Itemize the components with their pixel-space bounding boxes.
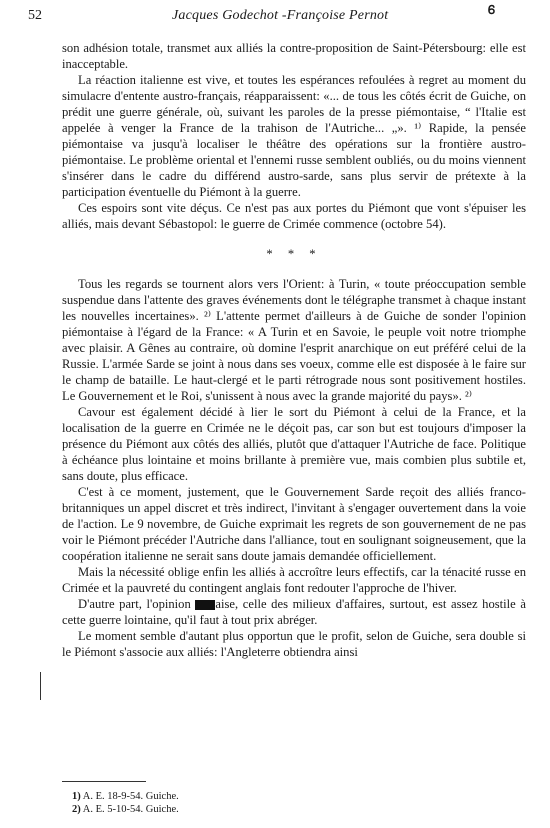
margin-line-mark <box>40 672 41 700</box>
running-head: Jacques Godechot -Françoise Pernot <box>172 8 389 23</box>
paragraph-6: C'est à ce moment, justement, que le Gouvernement Sarde reçoit des alliés franco-britanniques un appel discret et très indirect, l'invitant à s'engager ouvertement dans la voie de l'action. Le 9 novembre, de Guiche exprimait les regrets de son gouvernement de ne pas voir le Piémont précéder l'Autriche dans l'alliance, tout en soulignant soigneusement, que la coopération italienne ne serait sans doute jamais demandée officiellement. <box>62 485 526 563</box>
paragraph-7: Mais la nécessité oblige enfin les alliés à accroître leurs effectifs, car la ténacité russe en Crimée et la pauvreté du contingent anglais font redouter l'approche de l'hiver. <box>62 565 526 595</box>
page-number: 52 <box>28 8 42 23</box>
header-stamp-mark: Ꮾ <box>488 3 495 17</box>
footnote-rule <box>62 781 146 782</box>
footnote-2-text: A. E. 5-10-54. Guiche. <box>82 804 179 815</box>
footnote-2 <box>72 803 522 816</box>
paragraph-2: La réaction italienne est vive, et toutes les espérances refoulées à regret au moment du simulacre d'entente austro-français, réapparaissent: «... de tous les côtés écrit de Guiche, on prédit une guerre générale, où, suivant les paroles de la presse piémontaise, “ l'Italie est appelée à venger la France de la trahison de l'Autriche... „». ¹⁾ Rapide, la pensée piémontaise va jusqu'à localiser le théâtre des opérations sur la frontière austro-piémontaise. Le problème oriental et l'ennemi russe semblent oubliés, ou du moins viennent s'insérer dans le cadre du différend austro-sarde, sans plus servir de prétexte à la participation éventuelle du Piémont à la guerre. <box>62 73 526 199</box>
paragraph-5: Cavour est également décidé à lier le sort du Piémont à celui de la France, et la localisation de la guerre en Crimée ne le déçoit pas, car son but est toujours d'imposer la présence du Piémont aux côtés des alliés, plutôt que d'attaquer l'Autriche de face. Politique à échéance plus lointaine et moins brillante à première vue, mais combien plus subtile et, sans doute, plus efficace. <box>62 405 526 483</box>
footnote-1-mark: 1) <box>72 791 81 802</box>
paragraph-4: Tous les regards se tournent alors vers l'Orient: à Turin, « toute préoccupation semble suspendue dans l'attente des graves événements dont le télégraphe transmet à chaque instant les nouvelles incertaines». ²⁾ L'attente permet d'ailleurs à de Guiche de sonder l'opinion piémontaise à l'égard de la France: « A Turin et en Savoie, le peuple voit notre triomphe avec plaisir. A Gênes au contraire, où domine l'esprit anarchique on eut préféré celui de la Russie. L'armée Sarde se joint à nous dans ses voeux, comme elle est disposée à le faire sur le champ de bataille. Le haut-clergé et le parti rétrograde nous sont positivement hostiles. Le Gouvernement et le Roi, s'unissent à nous avec la grande majorité du pays». ²⁾ <box>62 277 526 403</box>
footnote-1 <box>72 790 522 803</box>
paragraph-8 <box>62 596 526 628</box>
footnote-1-text: A. E. 18-9-54. Guiche. <box>82 791 179 802</box>
footnote-2-mark: 2) <box>72 804 81 815</box>
paragraph-8-end: aise, celle des milieux d'affaires, surtout, est assez hostile à cette guerre lointaine, qu'il faut à tout prix abréger. <box>62 597 526 627</box>
body-text <box>62 40 526 660</box>
page-header <box>28 3 538 30</box>
footnotes <box>72 790 522 816</box>
paragraph-9: Le moment semble d'autant plus opportun que le profit, selon de Guiche, sera double si le Piémont s'associe aux alliés: l'Angleterre obtiendra ainsi <box>62 629 526 659</box>
paragraph-3: Ces espoirs sont vite déçus. Ce n'est pas aux portes du Piémont que vont s'épuiser les alliés, mais devant Sébastopol: le guerre de Crimée commence (octobre 54). <box>62 201 526 231</box>
section-separator: * * * <box>266 247 322 261</box>
paragraph-1: son adhésion totale, transmet aux alliés la contre-proposition de Saint-Pétersbourg: elle est inacceptable. <box>62 41 526 71</box>
paragraph-8-start: D'autre part, l'opinion <box>78 597 196 611</box>
redaction-block <box>195 600 215 610</box>
